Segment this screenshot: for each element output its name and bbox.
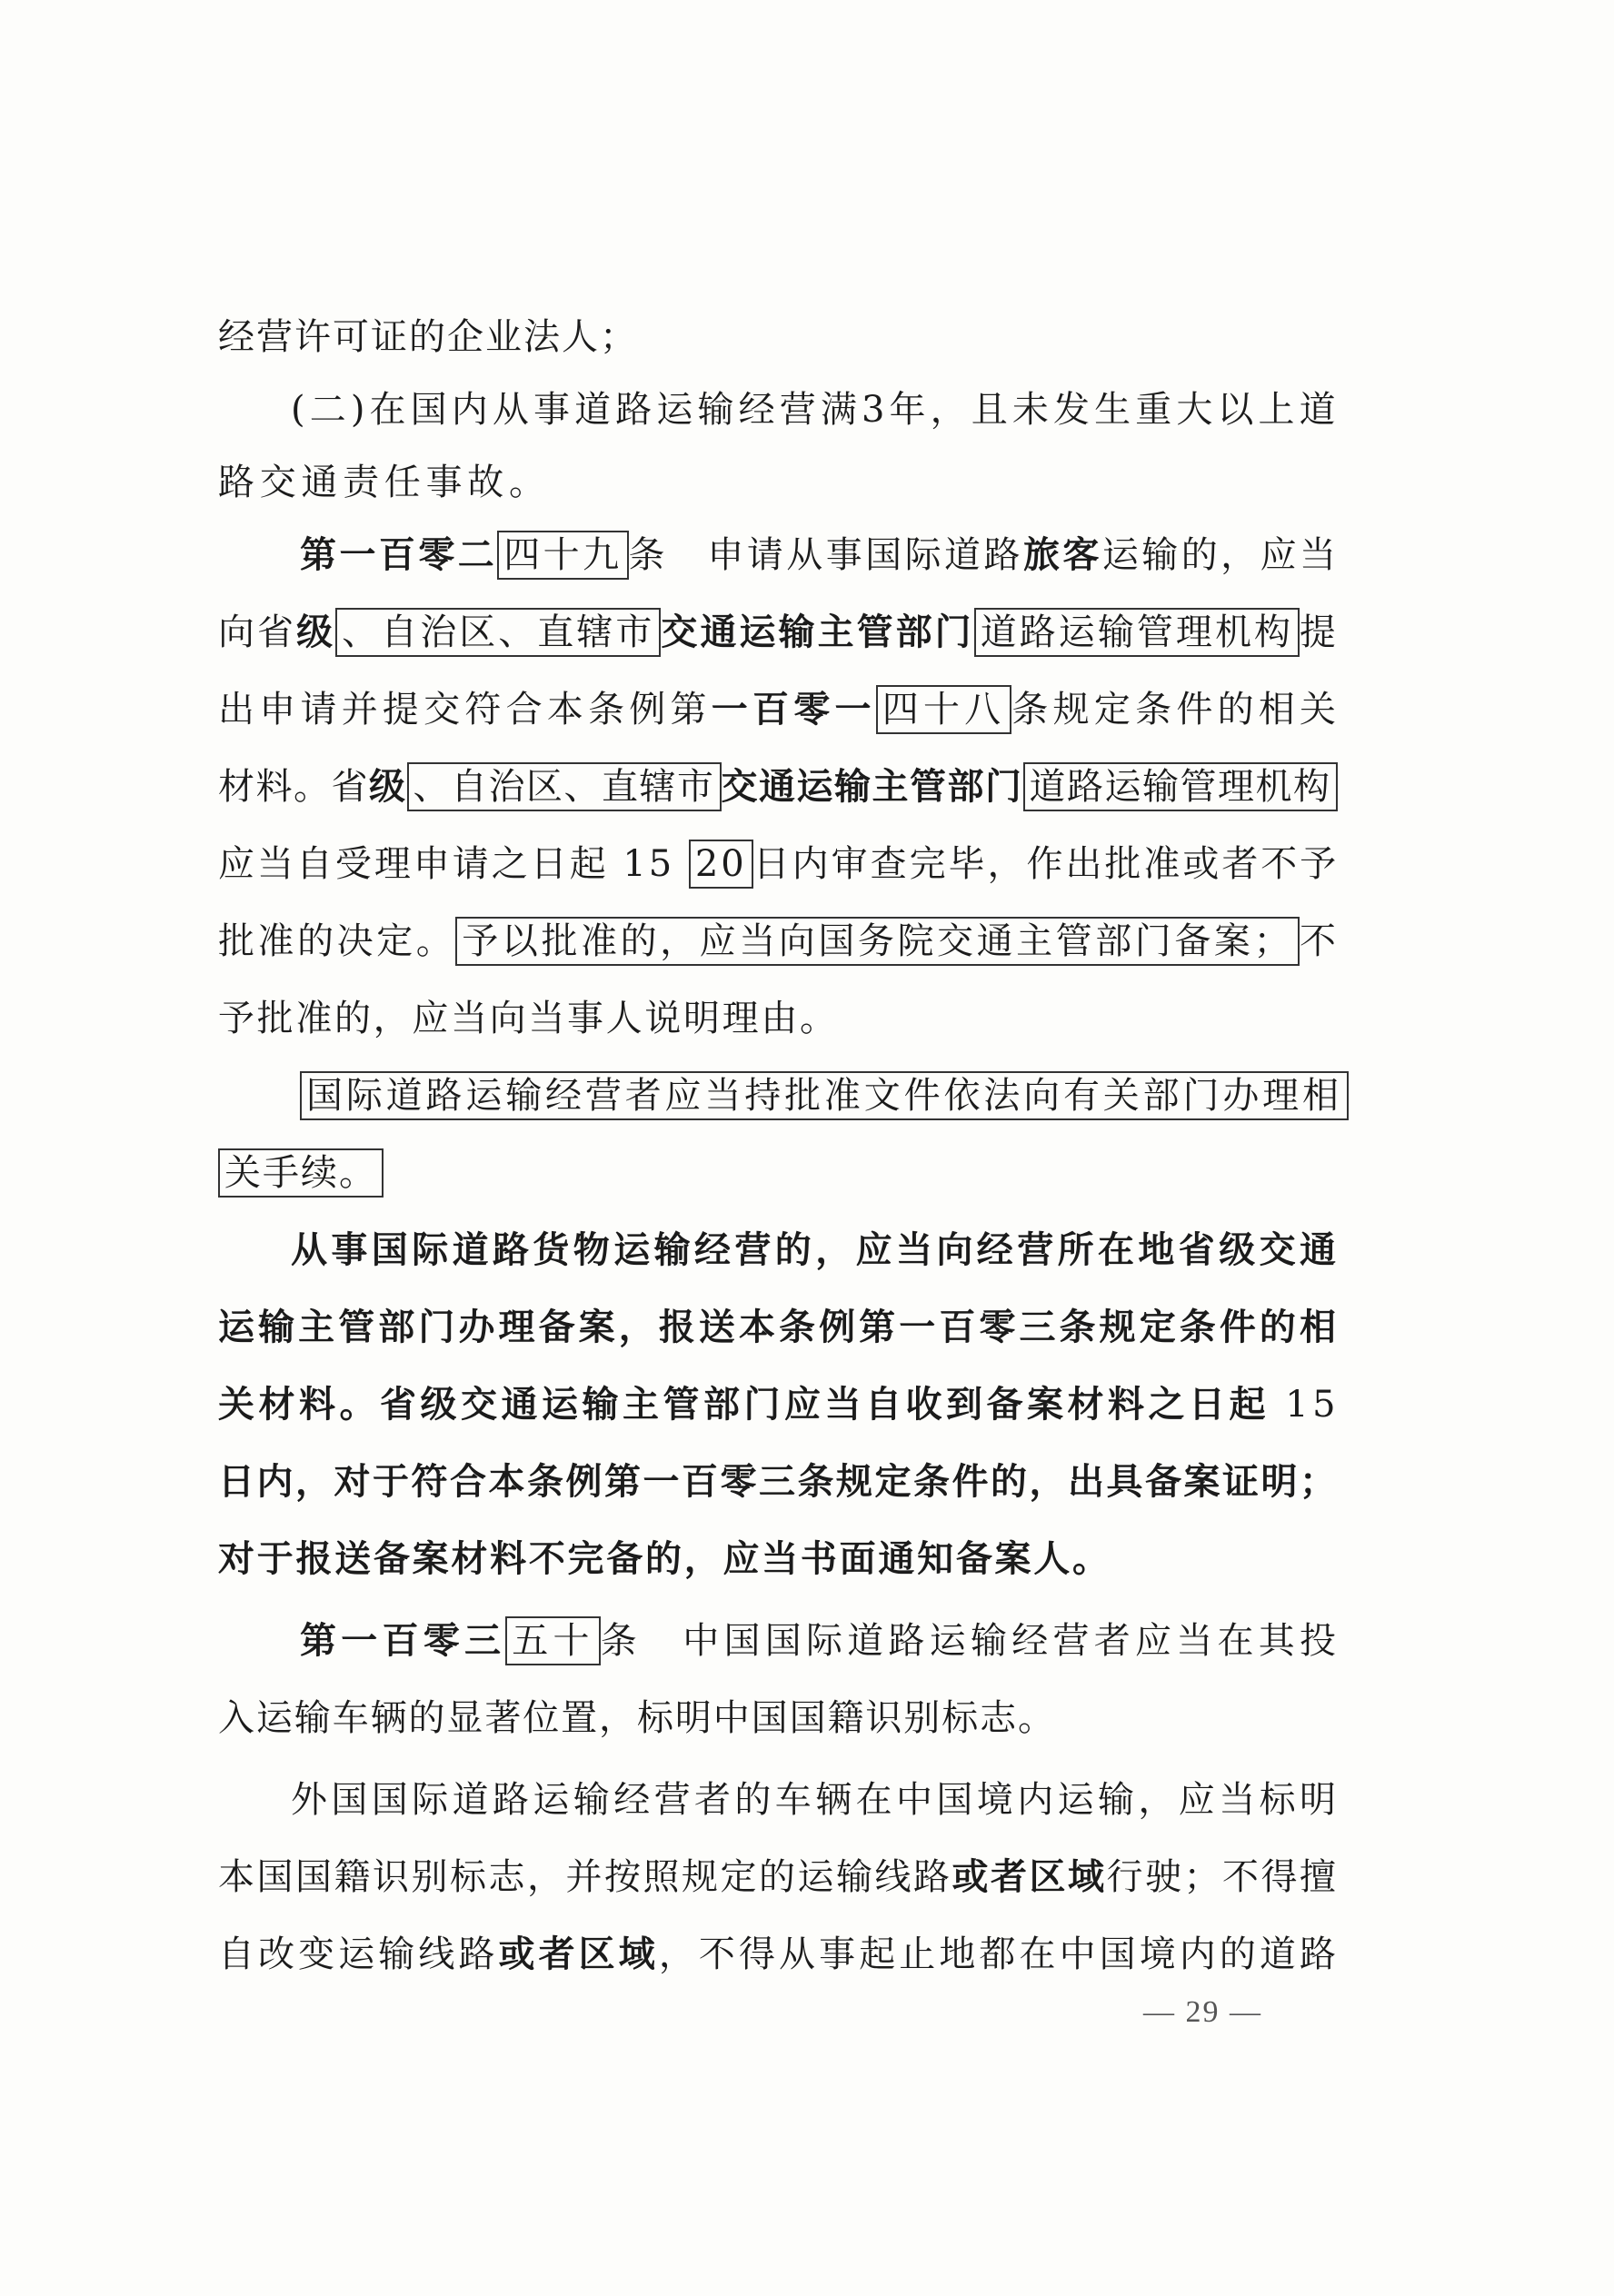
bold-text: 运输主管部门办理备案，报送本条例第一百零三条规定条件的相	[218, 1307, 1340, 1348]
bold-text: 交通运输主管部门	[721, 766, 1023, 808]
text-segment: 条规定条件的相关	[1011, 689, 1341, 731]
bold-text: 交通运输主管部门	[661, 611, 974, 653]
text-line	[218, 672, 1340, 747]
text-segment: 路交通责任事故。	[218, 462, 551, 503]
text-segment: (二)在国内从事道路运输经营满3年，且未发生重大以上道	[291, 389, 1340, 431]
boxed-text: 、自治区、直辖市	[407, 762, 722, 811]
text-segment: 提	[1300, 611, 1340, 653]
text-line	[300, 1604, 1340, 1678]
text-segment: 条 申请从事国际道路	[628, 534, 1023, 576]
text-segment: 向省	[218, 611, 297, 653]
bold-text: 第一百零三	[300, 1620, 506, 1662]
text-line	[218, 300, 638, 374]
text-line	[218, 1840, 1339, 1914]
text-segment: 日内审查完毕，作出批准或者不予	[752, 843, 1340, 885]
text-segment: 行驶；不得擅	[1106, 1856, 1339, 1898]
text-line	[218, 1522, 1111, 1596]
text-line	[218, 750, 1338, 824]
text-segment: 材料。省	[218, 766, 369, 808]
text-line	[218, 1445, 1339, 1519]
page-number: — 29 —	[1143, 1995, 1262, 2029]
bold-text: 日内，对于符合本条例第一百零三条规定条件的，出具备案证明；	[218, 1461, 1339, 1503]
boxed-text: 关手续。	[218, 1148, 384, 1198]
text-line	[218, 1290, 1340, 1365]
bold-text: 旅客	[1022, 534, 1102, 576]
text-segment: 予批准的，应当向当事人说明理由。	[218, 998, 839, 1039]
text-line	[291, 1213, 1340, 1287]
text-segment: ，不得从事起止地都在中国境内的道路	[658, 1933, 1340, 1975]
boxed-text: 四十九	[497, 531, 628, 580]
text-segment: 批准的决定。	[218, 920, 456, 962]
text-line	[218, 904, 1340, 979]
text-segment: 应当自受理申请之日起 15	[218, 843, 689, 885]
text-segment: 入运输车辆的显著位置，标明中国国籍识别标志。	[218, 1697, 1056, 1739]
boxed-text: 国际道路运输经营者应当持批准文件依法向有关部门办理相	[300, 1071, 1349, 1120]
boxed-text: 20	[689, 840, 753, 889]
text-line	[218, 595, 1339, 670]
text-line	[218, 1367, 1340, 1442]
text-segment: 不	[1300, 920, 1340, 962]
text-segment: 本国国籍识别标志，并按照规定的运输线路	[218, 1856, 952, 1898]
text-line	[218, 827, 1339, 901]
text-segment: 运输的，应当	[1101, 534, 1340, 576]
boxed-text: 、自治区、直辖市	[335, 608, 661, 657]
text-segment: 条 中国国际道路运输经营者应当在其投	[600, 1620, 1341, 1662]
bold-text: 级	[369, 766, 407, 808]
text-line	[218, 1681, 1056, 1755]
bold-text: 级	[296, 611, 336, 653]
bold-text: 一百零一	[711, 689, 876, 731]
text-line	[218, 1136, 384, 1210]
boxed-text: 道路运输管理机构	[974, 608, 1300, 657]
text-segment: 15	[1270, 1384, 1340, 1426]
text-line	[300, 518, 1339, 592]
boxed-text: 四十八	[876, 685, 1012, 734]
text-segment: 自改变运输线路	[218, 1933, 499, 1975]
text-line	[300, 1059, 1349, 1133]
bold-text: 关材料。省级交通运输主管部门应当自收到备案材料之日起	[218, 1384, 1270, 1426]
text-line	[218, 1917, 1340, 1992]
bold-text: 或者区域	[498, 1933, 659, 1975]
bold-text: 从事国际道路货物运输经营的，应当向经营所在地省级交通	[291, 1229, 1340, 1271]
text-segment: 外国国际道路运输经营者的车辆在中国境内运输，应当标明	[291, 1779, 1340, 1821]
text-line	[291, 1763, 1340, 1837]
boxed-text: 五十	[505, 1616, 601, 1665]
text-segment: 出申请并提交符合本条例第	[218, 689, 712, 731]
text-line	[218, 981, 839, 1056]
bold-text: 或者区域	[951, 1856, 1107, 1898]
bold-text: 对于报送备案材料不完备的，应当书面通知备案人。	[218, 1538, 1111, 1580]
text-line	[218, 445, 551, 520]
text-segment: 经营许可证的企业法人；	[218, 316, 638, 358]
bold-text: 第一百零二	[300, 534, 498, 576]
boxed-text: 予以批准的，应当向国务院交通主管部门备案；	[455, 917, 1300, 966]
boxed-text: 道路运输管理机构	[1023, 762, 1338, 811]
text-line	[291, 373, 1340, 447]
